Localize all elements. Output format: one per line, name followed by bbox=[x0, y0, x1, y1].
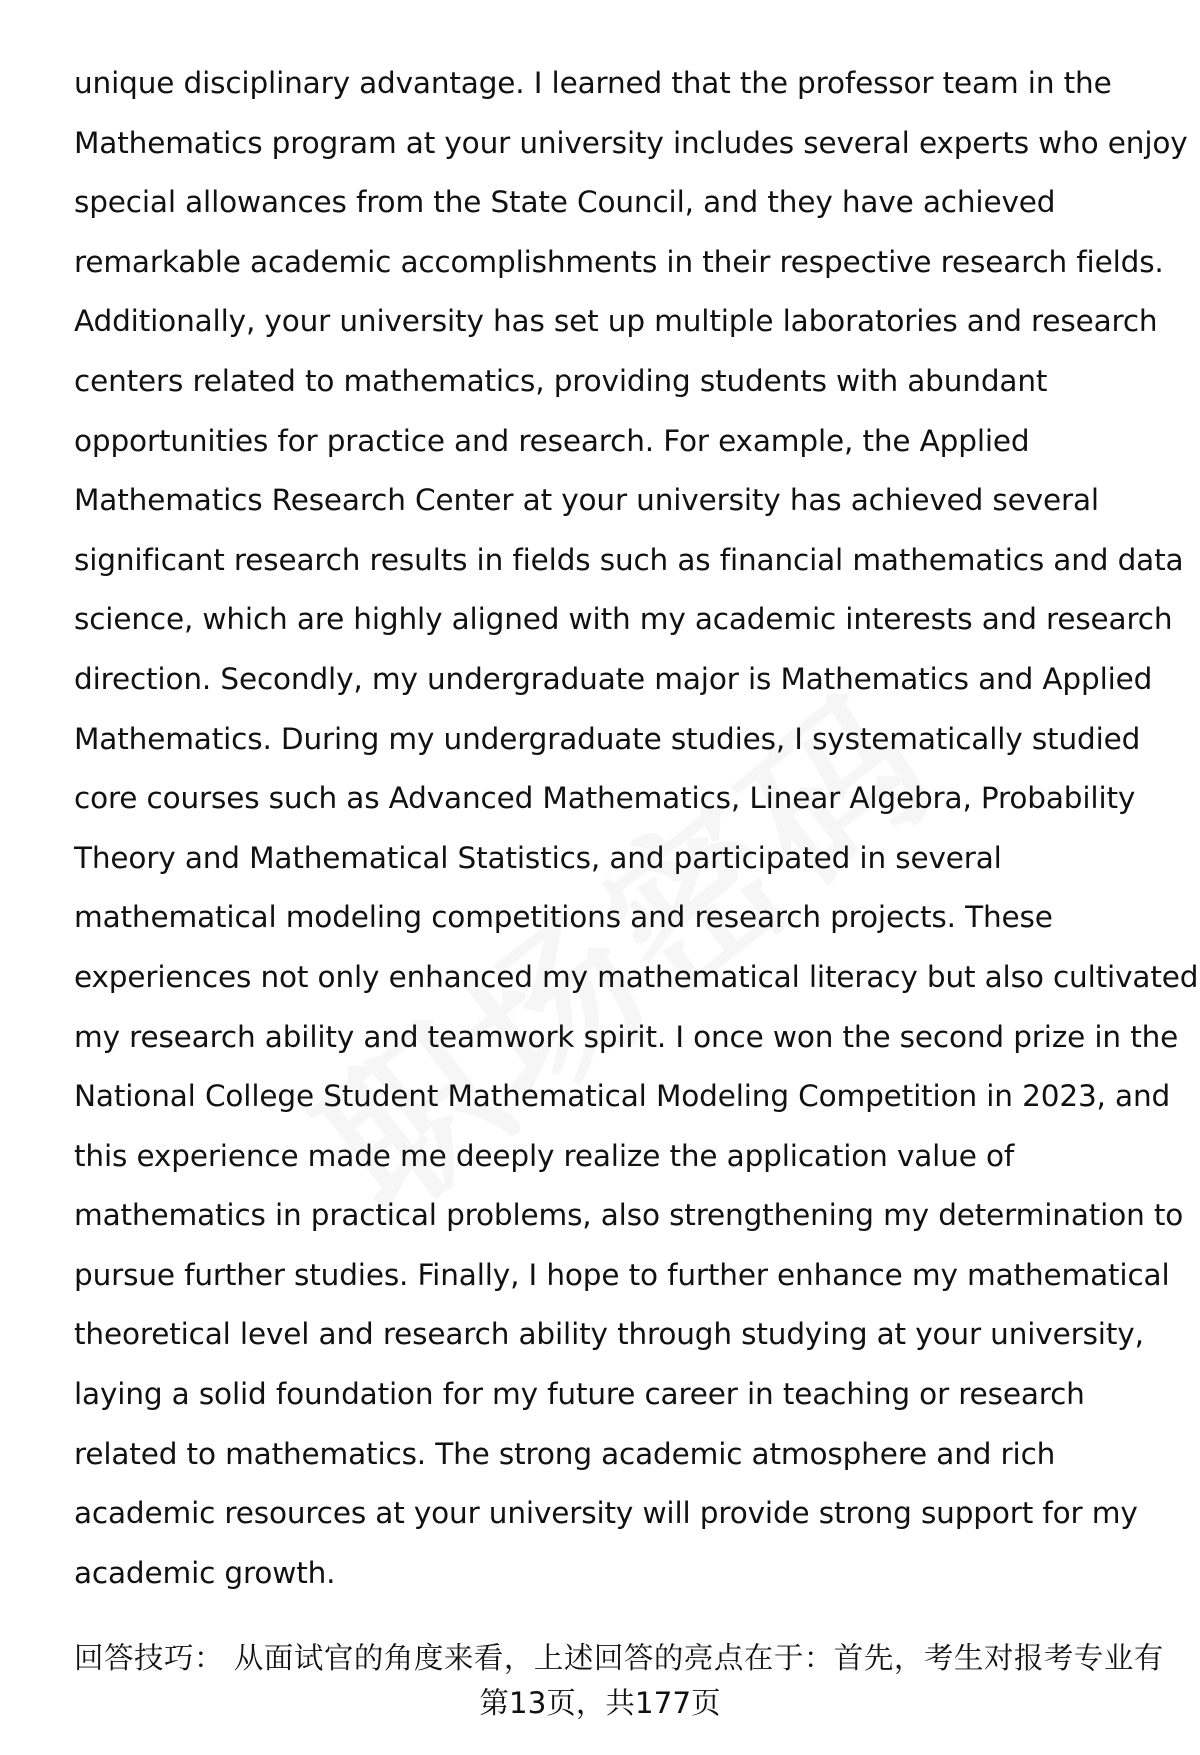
body-line: experiences not only enhanced my mathematical literacy but also cultivated bbox=[74, 959, 1199, 994]
body-line: related to mathematics. The strong academic atmosphere and rich bbox=[74, 1436, 1056, 1471]
body-line: Mathematics. During my undergraduate studies, I systematically studied bbox=[74, 721, 1141, 756]
body-line: laying a solid foundation for my future career in teaching or research bbox=[74, 1377, 1085, 1412]
body-line: significant research results in fields such as financial mathematics and data bbox=[74, 542, 1184, 577]
body-line: opportunities for practice and research. For example, the Applied bbox=[74, 423, 1030, 458]
body-line: this experience made me deeply realize the application value of bbox=[74, 1138, 1015, 1173]
body-line: Theory and Mathematical Statistics, and participated in several bbox=[74, 840, 1002, 875]
body-line: remarkable academic accomplishments in their respective research fields. bbox=[74, 244, 1164, 279]
answer-tip: 回答技巧： 从面试官的角度来看，上述回答的亮点在于：首先，考生对报考专业有 bbox=[74, 1641, 1164, 1675]
body-text bbox=[74, 54, 1199, 1603]
body-line: Additionally, your university has set up multiple laboratories and research bbox=[74, 304, 1158, 339]
body-line: pursue further studies. Finally, I hope to further enhance my mathematical bbox=[74, 1257, 1170, 1292]
body-line: special allowances from the State Council, and they have achieved bbox=[74, 185, 1056, 220]
body-line: theoretical level and research ability through studying at your university, bbox=[74, 1317, 1144, 1352]
body-line: academic growth. bbox=[74, 1555, 336, 1590]
body-line: Mathematics program at your university includes several experts who enjoy bbox=[74, 125, 1188, 160]
body-line: unique disciplinary advantage. I learned that the professor team in the bbox=[74, 66, 1112, 100]
body-line: science, which are highly aligned with my academic interests and research bbox=[74, 602, 1173, 637]
body-line: Mathematics Research Center at your university has achieved several bbox=[74, 483, 1099, 518]
body-line: centers related to mathematics, providing students with abundant bbox=[74, 363, 1048, 398]
body-line: core courses such as Advanced Mathematics, Linear Algebra, Probability bbox=[74, 781, 1136, 816]
body-line: my research ability and teamwork spirit. I once won the second prize in the bbox=[74, 1019, 1179, 1054]
body-line: National College Student Mathematical Modeling Competition in 2023, and bbox=[74, 1079, 1171, 1114]
body-line: mathematical modeling competitions and research projects. These bbox=[74, 900, 1053, 935]
body-line: mathematics in practical problems, also strengthening my determination to bbox=[74, 1198, 1184, 1233]
body-line: academic resources at your university will provide strong support for my bbox=[74, 1496, 1138, 1531]
page-number: 第13页，共177页 bbox=[479, 1686, 721, 1720]
body-line: direction. Secondly, my undergraduate major is Mathematics and Applied bbox=[74, 661, 1153, 696]
